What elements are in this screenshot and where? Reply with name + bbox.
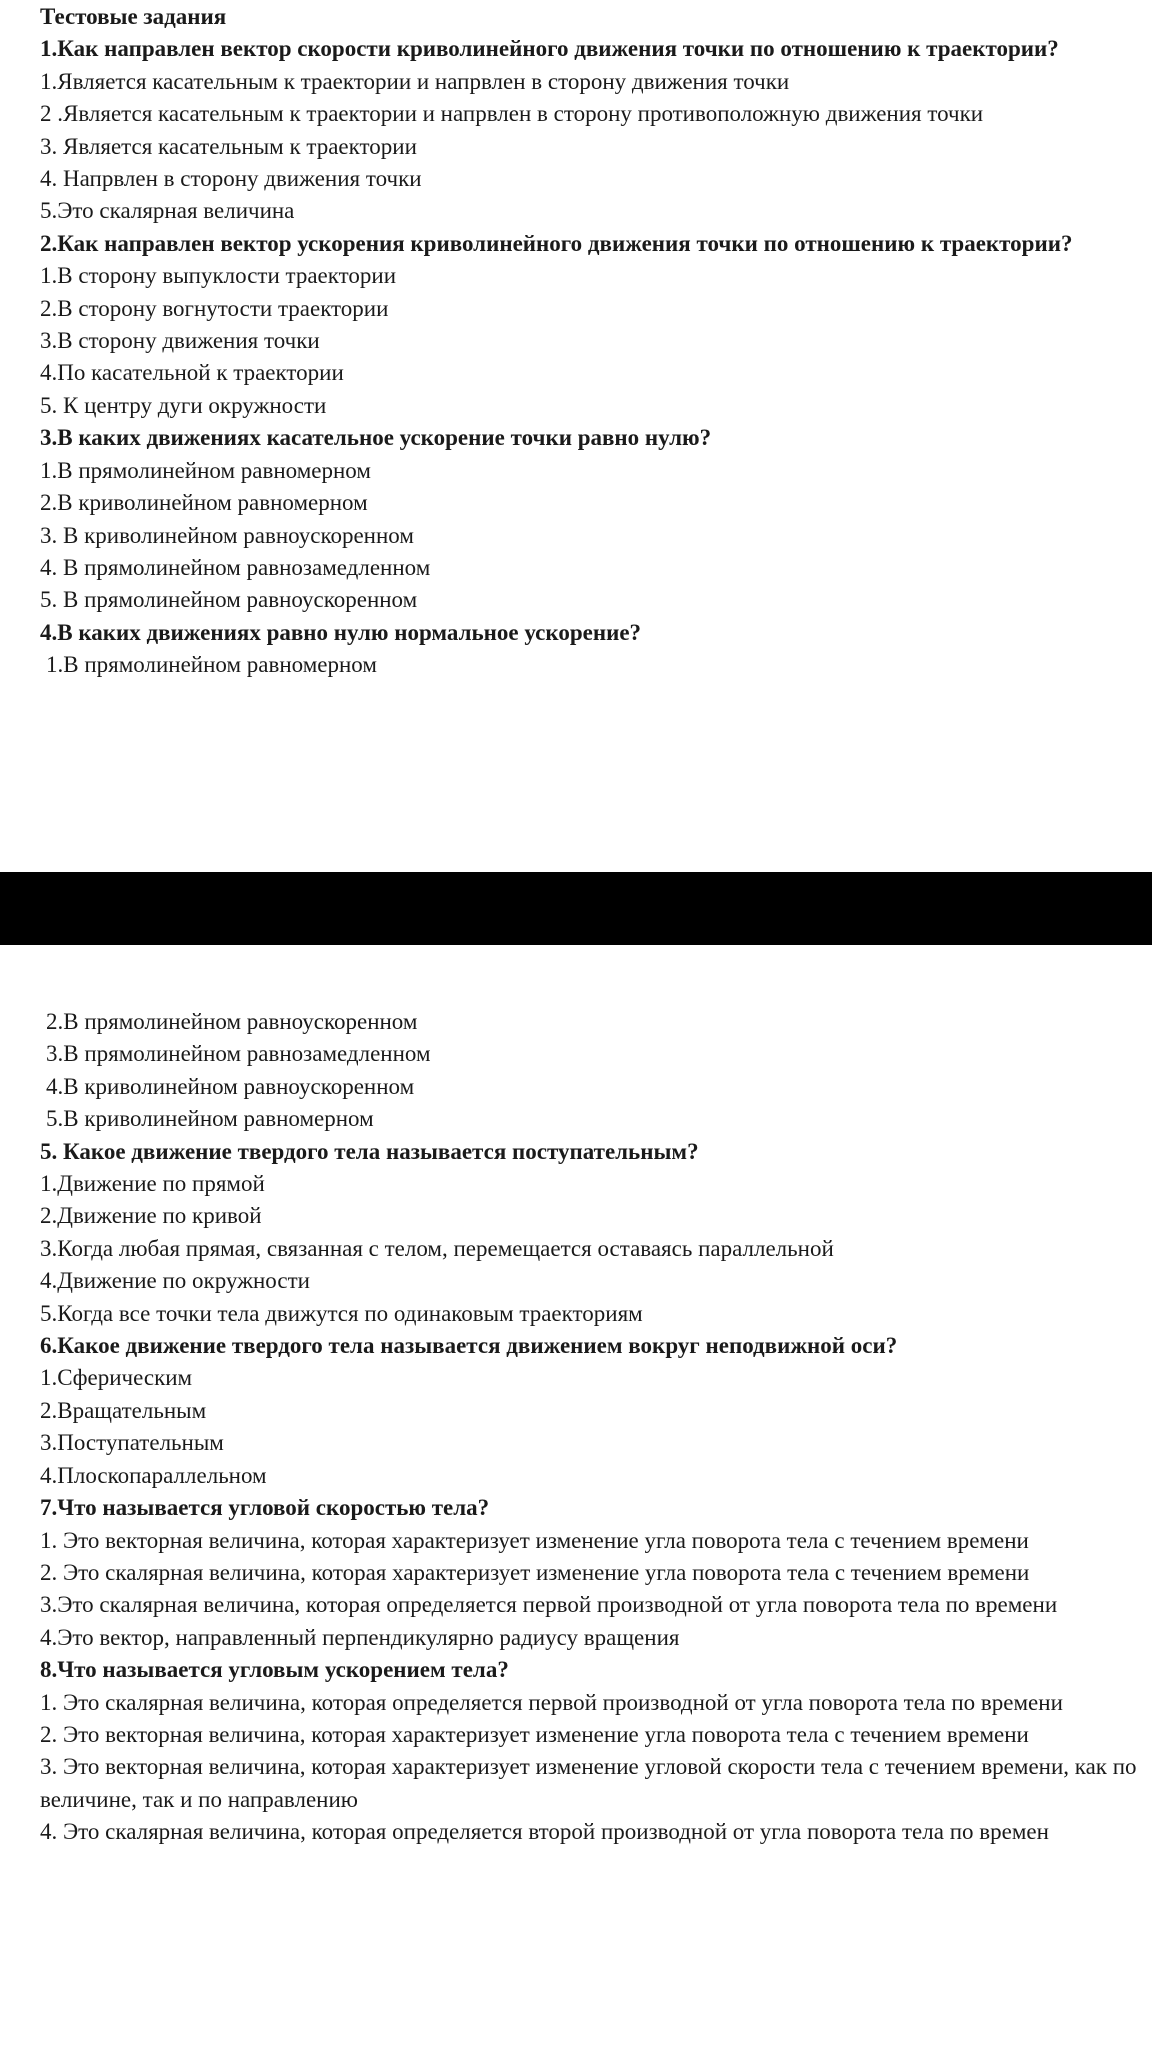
q1-option-4: 4. Напрвлен в сторону движения точки <box>40 166 422 192</box>
page-separator-band <box>0 872 1152 945</box>
document-page-bottom <box>0 945 1152 2047</box>
q4-option-4: 4.В криволинейном равноускоренном <box>46 1073 415 1099</box>
question-8: 8.Что называется угловым ускорением тела? <box>40 1657 509 1683</box>
question-7: 7.Что называется угловой скоростью тела? <box>40 1495 490 1521</box>
q6-option-4: 4.Плоскопараллельном <box>40 1462 267 1488</box>
q2-option-2: 2.В сторону вогнутости траектории <box>40 295 389 321</box>
question-2: 2.Как направлен вектор ускорения криволинейного движения точки по отношению к траектории? <box>40 230 1073 256</box>
q7-option-2: 2. Это скалярная величина, которая характеризует изменение угла поворота тела с течением времени <box>40 1559 1030 1585</box>
q7-option-1: 1. Это векторная величина, которая характеризует изменение угла поворота тела с течением времени <box>40 1527 1029 1553</box>
q1-option-2: 2 .Является касательным к траектории и напрвлен в сторону противоположную движения точки <box>40 101 984 127</box>
q4-option-2: 2.В прямолинейном равноускоренном <box>46 1009 418 1034</box>
q2-option-3: 3.В сторону движения точки <box>40 328 320 354</box>
q8-option-4: 4. Это скалярная величина, которая определяется второй производной от угла поворота тела по времен <box>40 1819 1049 1845</box>
question-3: 3.В каких движениях касательное ускорение точки равно нулю? <box>40 425 712 451</box>
q1-option-5: 5.Это скалярная величина <box>40 198 295 224</box>
document-page-top <box>0 0 1152 872</box>
q3-option-1: 1.В прямолинейном равномерном <box>40 457 371 483</box>
q4-option-1: 1.В прямолинейном равномерном <box>46 652 377 678</box>
q3-option-4: 4. В прямолинейном равнозамедленном <box>40 554 431 580</box>
q4-option-5: 5.В криволинейном равномерном <box>46 1106 374 1132</box>
page-bottom-content <box>40 1006 1145 1849</box>
document-title: Тестовые задания <box>40 4 227 29</box>
q3-option-2: 2.В криволинейном равномерном <box>40 490 368 516</box>
q5-option-1: 1.Движение по прямой <box>40 1171 265 1197</box>
q8-option-2: 2. Это векторная величина, которая характеризует изменение угла поворота тела с течением времени <box>40 1721 1029 1747</box>
q3-option-3: 3. В криволинейном равноускоренном <box>40 522 414 548</box>
q2-option-4: 4.По касательной к траектории <box>40 360 344 386</box>
q4-option-3: 3.В прямолинейном равнозамедленном <box>46 1041 431 1067</box>
q3-option-5: 5. В прямолинейном равноускоренном <box>40 587 418 613</box>
page-top-content <box>40 1 1145 682</box>
q6-option-2: 2.Вращательным <box>40 1397 207 1423</box>
question-6: 6.Какое движение твердого тела называется движением вокруг неподвижной оси? <box>40 1333 898 1359</box>
q1-option-1: 1.Является касательным к траектории и напрвлен в сторону движения точки <box>40 68 790 94</box>
q7-option-3: 3.Это скалярная величина, которая определяется первой производной от угла поворота тела по времени <box>40 1592 1058 1618</box>
q2-option-1: 1.В сторону выпуклости траектории <box>40 263 397 289</box>
q7-option-4: 4.Это вектор, направленный перпендикулярно радиусу вращения <box>40 1624 680 1650</box>
question-5: 5. Какое движение твердого тела называется поступательным? <box>40 1138 699 1164</box>
q8-option-3: 3. Это векторная величина, которая характеризует изменение угловой скорости тела с течением времени, как по величине, так и по направлению <box>40 1754 1137 1812</box>
q2-option-5: 5. К центру дуги окружности <box>40 392 327 418</box>
question-4: 4.В каких движениях равно нулю нормальное ускорение? <box>40 619 642 645</box>
q5-option-3: 3.Когда любая прямая, связанная с телом, перемещается оставаясь параллельной <box>40 1235 834 1261</box>
q1-option-3: 3. Является касательным к траектории <box>40 133 417 159</box>
q5-option-2: 2.Движение по кривой <box>40 1203 262 1229</box>
q8-option-1: 1. Это скалярная величина, которая определяется первой производной от угла поворота тела по времени <box>40 1689 1063 1715</box>
q5-option-4: 4.Движение по окружности <box>40 1268 310 1294</box>
q6-option-1: 1.Сферическим <box>40 1365 193 1391</box>
q6-option-3: 3.Поступательным <box>40 1430 224 1456</box>
question-1: 1.Как направлен вектор скорости криволинейного движения точки по отношению к траектории? <box>40 36 1059 62</box>
q5-option-5: 5.Когда все точки тела движутся по одинаковым траекториям <box>40 1300 643 1326</box>
